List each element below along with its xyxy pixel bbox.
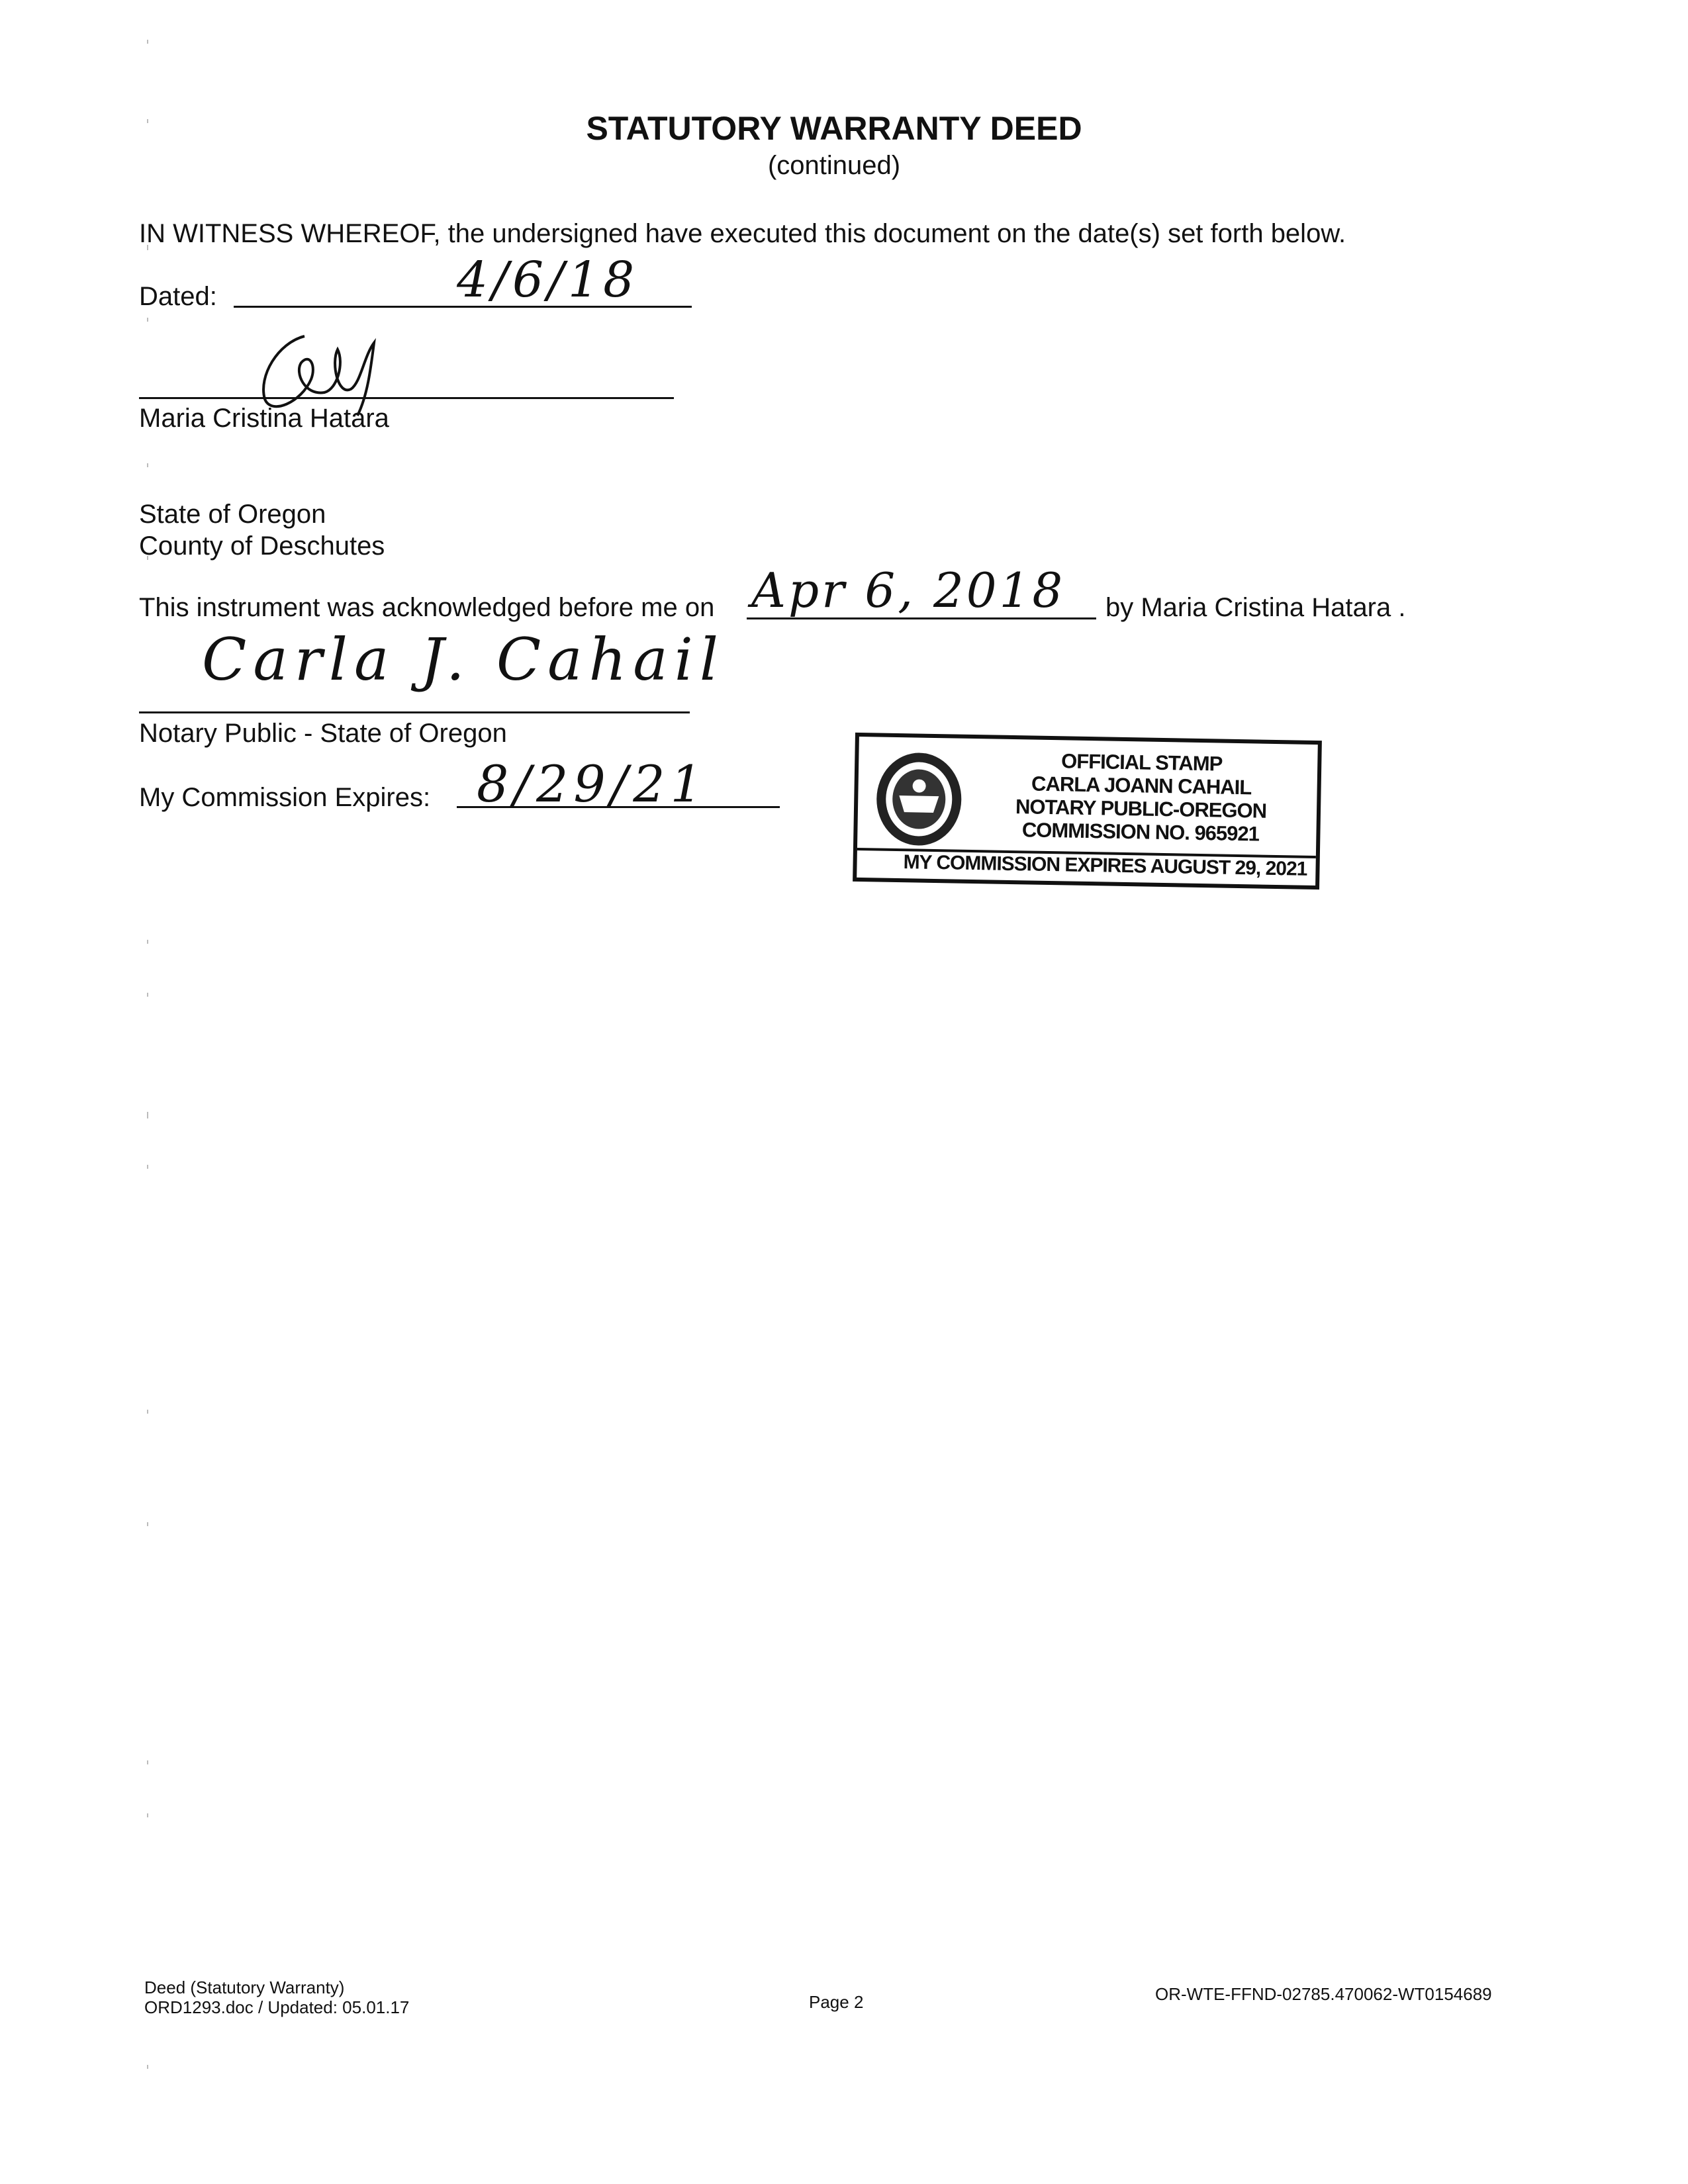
stamp-line-expires: MY COMMISSION EXPIRES AUGUST 29, 2021 bbox=[903, 851, 1307, 880]
dated-label: Dated: bbox=[139, 282, 217, 311]
stamp-line-name: CARLA JOANN CAHAIL bbox=[1031, 772, 1252, 799]
notary-signature: Carla J. Cahail bbox=[202, 625, 726, 694]
dated-handwritten: 4/6/18 bbox=[457, 251, 639, 308]
footer-page-number: Page 2 bbox=[809, 1992, 864, 2012]
commission-expires-handwritten: 8/29/21 bbox=[477, 754, 708, 813]
scan-margin-artifacts bbox=[147, 40, 150, 2124]
stamp-line-commission: COMMISSION NO. 965921 bbox=[1021, 818, 1260, 846]
stamp-line-notary: NOTARY PUBLIC-OREGON bbox=[1015, 795, 1267, 823]
signer-signature-line bbox=[139, 397, 674, 399]
venue-county: County of Deschutes bbox=[139, 531, 385, 561]
acknowledgment-date-handwritten: Apr 6, 2018 bbox=[751, 563, 1066, 618]
witness-statement: IN WITNESS WHEREOF, the undersigned have executed this document on the date(s) set forth below. bbox=[139, 219, 1346, 248]
commission-expires-label: My Commission Expires: bbox=[139, 783, 431, 812]
acknowledged-by: by Maria Cristina Hatara . bbox=[1105, 593, 1406, 622]
document-title: STATUTORY WARRANTY DEED bbox=[586, 110, 1082, 147]
stamp-line-official: OFFICIAL STAMP bbox=[1060, 749, 1223, 776]
signer-name: Maria Cristina Hatara bbox=[139, 404, 389, 433]
document-subtitle: (continued) bbox=[767, 151, 901, 180]
footer-form-name: Deed (Statutory Warranty) bbox=[144, 1978, 345, 1997]
footer-reference: OR-WTE-FFND-02785.470062-WT0154689 bbox=[1155, 1984, 1492, 2004]
notary-stamp bbox=[853, 733, 1322, 889]
venue-state: State of Oregon bbox=[139, 500, 326, 529]
notary-signature-line bbox=[139, 711, 690, 713]
acknowledgment-text: This instrument was acknowledged before me on bbox=[139, 593, 715, 622]
notary-title: Notary Public - State of Oregon bbox=[139, 719, 507, 748]
footer-form-file: ORD1293.doc / Updated: 05.01.17 bbox=[144, 1997, 410, 2017]
state-seal-icon bbox=[872, 749, 966, 849]
